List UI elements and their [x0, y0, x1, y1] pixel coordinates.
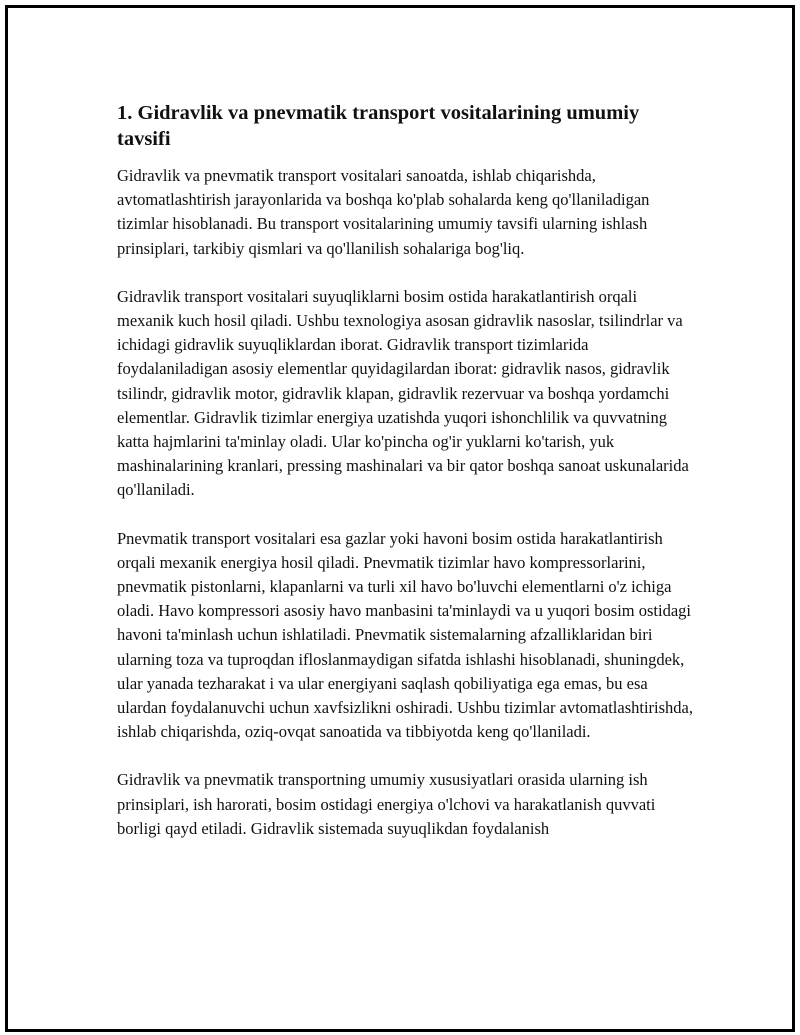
paragraph-common-features: Gidravlik va pnevmatik transportning umumiy xususiyatlari orasida ularning ish prinsiplari, ish harorati, bosim ostidagi energiya o'lchovi va harakatlanish quvvati borligi qayd etiladi. Gidravlik sistemada suyuqlikdan foydalanish [117, 770, 656, 838]
section-heading: 1. Gidravlik va pnevmatik transport vositalarining umumiy tavsifi [117, 102, 640, 150]
document-content [117, 100, 697, 865]
paragraph-hydraulic: Gidravlik transport vositalari suyuqliklarni bosim ostida harakatlantirish orqali mexanik kuch hosil qiladi. Ushbu texnologiya asosan gidravlik nasoslar, tsilindrlar va ichidagi gidravlik suyuqliklardan iborat. Gidravlik transport tizimlarida foydalaniladigan asosiy elementlar quyidagilardan iborat: gidravlik nasos, gidravlik tsilindr, gidravlik motor, gidravlik klapan, gidravlik rezervuar va boshqa yordamchi elementlar. Gidravlik tizimlar energiya uzatishda yuqori ishonchlilik va quvvatning katta hajmlarini ta'minlay oladi. Ular ko'pincha og'ir yuklarni ko'tarish, yuk mashinalarining kranlari, pressing mashinalari va bir qator boshqa sanoat uskunalarida qo'llaniladi. [117, 286, 689, 500]
paragraph-intro: Gidravlik va pnevmatik transport vositalari sanoatda, ishlab chiqarishda, avtomatlashtirish jarayonlarida va boshqa ko'plab sohalarda keng qo'llaniladigan tizimlar hisoblanadi. Bu transport vositalarining umumiy tavsifi ularning ishlash prinsiplari, tarkibiy qismlari va qo'llanilish sohalariga bog'liq. [117, 166, 650, 258]
paragraph-pneumatic: Pnevmatik transport vositalari esa gazlar yoki havoni bosim ostida harakatlantirish orqali mexanik energiya hosil qiladi. Pnevmatik tizimlar havo kompressorlarini, pnevmatik pistonlarni, klapanlarni va turli xil havo bo'luvchi elementlarni o'z ichiga oladi. Havo kompressori asosiy havo manbasini ta'minlaydi va u yuqori bosim ostidagi havoni ta'minlash uchun ishlatiladi. Pnevmatik sistemalarning afzalliklaridan biri ularning toza va tuproqdan ifloslanmaydigan sifatda ishlashi hisoblanadi, shuningdek, ular yanada tezharakat i va ular energiyani saqlash qobiliyatiga ega emas, bu esa ulardan foydalanuvchi uchun xavfsizlikni oshiradi. Ushbu tizimlar avtomatlashtirishda, ishlab chiqarishda, oziq-ovqat sanoatida va tibbiyotda keng qo'llaniladi. [117, 528, 693, 742]
document-page [5, 5, 795, 1032]
